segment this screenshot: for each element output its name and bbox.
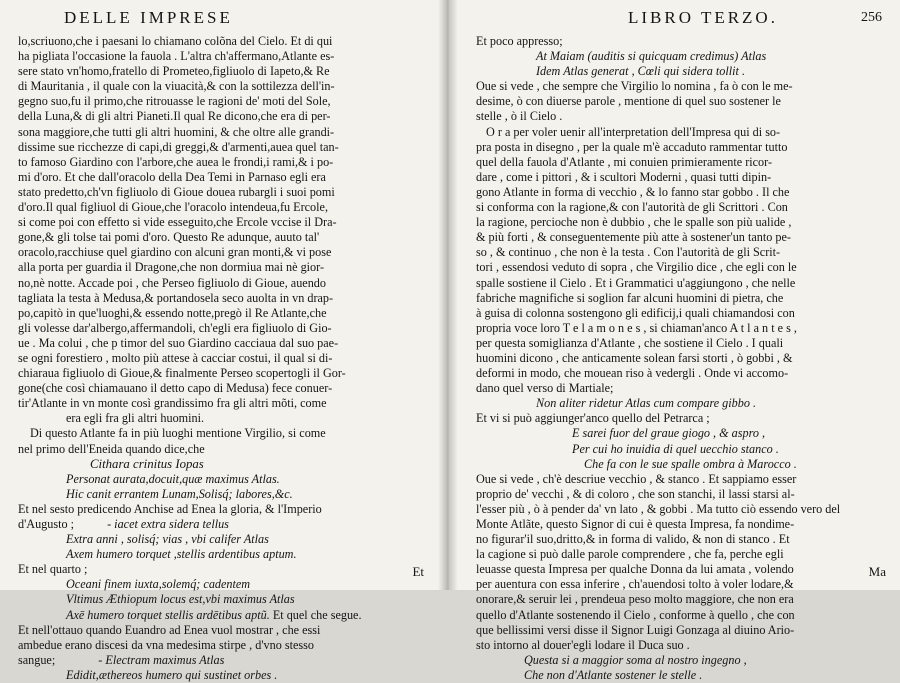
text-line: gli volesse dar'albergo,affermandoli, ch'egli era figliuolo di Gio- (18, 320, 332, 335)
text-line: se ogni forestiero , molto più attese à cacciar costui, il qual si di- (18, 350, 333, 365)
text-line: spalle sostiene il Cielo . Et i Grammatici u'aggiungono , che nelle (476, 275, 796, 290)
text-line: Oue si vede , che sempre che Virgilio lo nomina , fa ò con le me- (476, 79, 793, 94)
verse-line: Per cui ho inuidia di quel uecchio stanco . (572, 441, 779, 456)
catchword: Et (412, 564, 424, 579)
text-line (18, 608, 432, 623)
text-line: dare , come i pittori , & i scultori Moderni , quasi tutti dipin- (476, 169, 772, 184)
paragraph (476, 79, 888, 124)
verse-line: Extra anni , solisq́; vias , vbi califer Atlas (66, 532, 269, 547)
text-line: tagliata la testa à Medusa,& portandosela seco auolta in vn drap- (18, 290, 334, 305)
left-page-body (18, 34, 432, 683)
verse-line: At Maiam (auditis si quicquam credimus) Atlas (536, 49, 767, 64)
text-line: Et vi si può aggiunger'anco quello del Petrarca ; (476, 411, 710, 426)
text-line: stato predetto,ch'vn figliuolo di Gioue douea rubargli i suoi pomi (18, 184, 335, 199)
text-line (18, 517, 432, 532)
verse-quote (18, 532, 432, 562)
right-page-body (476, 34, 888, 683)
text-line: della Luna,& di gli altri Pianeti.Il qual Re dicono,che era di per- (18, 109, 331, 124)
left-page-header (18, 8, 432, 32)
text-line: proprio de' vecchi , & di coloro , che son stanchi, il lassi starsi al- (476, 486, 795, 501)
verse-line: Axem humero torquet ,stellis ardentibus aptum. (66, 547, 297, 562)
text-line: & più forti , & conseguentemente più atte à sostener'un tanto pe- (476, 230, 791, 245)
verse-quote (476, 49, 888, 79)
verse-quote (18, 457, 432, 502)
text-line: per questa somiglianza d'Atlante , che sostiene il Cielo . I quali (476, 335, 784, 350)
text-line: la cagione si può dalle parole comprendere , che fa, perche egli (476, 547, 784, 562)
text-line: Et nel quarto ; (18, 562, 88, 577)
text-line: deformi in modo, che mouean riso à vedergli . Onde vi accomo- (476, 366, 789, 381)
text-line: huomini dicono , che anticamente solean farsi storti , ò gobbi , & (476, 350, 793, 365)
text-line: so , & continuo , che non è la testa . Con l'autorità de gli Scrit- (476, 245, 781, 260)
text-line: Et poco appresso; (476, 34, 563, 48)
verse-fragment: - iacet extra sidera tellus (107, 517, 229, 531)
verse-fragment: Axē humero torquet stellis ardētibus aptũ. (66, 607, 270, 622)
text-line: Monte Atlãte, questo Signor di cui è questa Impresa, fa nondime- (476, 517, 795, 531)
text-line: leuasse questa Impresa per qualche Donna da lui amata , volendo (476, 562, 794, 577)
text-line: Et nell'ottauo quando Euandro ad Enea vuol mostrar , che essi (18, 622, 321, 637)
text-line: que bellissimi versi disse il Signor Luigi Gonzaga al diuino Ario- (476, 622, 795, 637)
text-line: gone,& gli tolse tai pomi d'oro. Questo Re adunque, auuto tal' (18, 230, 320, 245)
catchword: Ma (868, 564, 886, 579)
text-line: no figurar'il suo,dritto,& in forma di valido, & non di stanco . Et (476, 532, 790, 547)
text-line: tir'Atlante in vn monte così grandissimo fra gli altri mõti, come (18, 396, 327, 411)
text-line: chiaraua figliuolo di Gioue,& finalmente Perseo scopertogli il Gor- (18, 366, 346, 381)
running-head: LIBRO TERZO. (628, 8, 778, 27)
text-fragment: sangue; (18, 652, 56, 667)
text-line: onorare,& seruir lei , prendeua peso molto maggiore, che non era (476, 592, 794, 607)
text-line: oracolo,racchiuse quel giardino con alcuni gran monti,& vi pose (18, 245, 332, 260)
text-line: O r a per voler uenir all'interpretation dell'Impresa qui di so- (486, 124, 781, 139)
verse-fragment: - Electram maximus Atlas (98, 652, 225, 667)
text-line: quello d'Atlante sostenendo il Cielo , conforme à quello , che con (476, 607, 795, 622)
verse-line: E sarei fuor del graue giogo , & aspro , (572, 426, 766, 441)
verse-quote (476, 653, 888, 683)
verse-line: Questa si a maggior soma al nostro ingegno , (524, 652, 747, 667)
text-line: la ragione, percioche non è dubbio , che le spalle son più ualide , (476, 215, 792, 230)
text-line: era egli fra gli altri huomini. (66, 411, 205, 426)
text-line: si conforma con la ragione,& con l'autorità de gli Scrittori . Con (476, 200, 788, 215)
text-line: no,nè notte. Accade poi , che Perseo figliuolo di Gioue, auendo (18, 275, 326, 290)
text-line: po,capitò in que'luoghi,& essendo notte,pregò il Re Atlante,che (18, 305, 327, 320)
verse-line: Idem Atlas generat , Cœli qui sidera tollit . (536, 64, 745, 79)
text-line: per auentura con essa inferire , ch'auendosi tolto à voler lodare,& (476, 577, 794, 592)
text-line: ue . Ma colui , che p timor del suo Giardino cacciaua dal suo pae- (18, 335, 339, 350)
text-line: di Mauritania , il quale con la viuacità,& con la sottilezza dell'in- (18, 79, 335, 94)
left-page (0, 0, 446, 682)
verse-line: Che non d'Atlante sostener le stelle . (524, 667, 703, 682)
paragraph (476, 125, 888, 397)
verse-line: Cithara crinitus Iopas (90, 456, 204, 471)
verse-line: Hic canit errantem Lunam,Solisq́; labores,&c. (66, 486, 293, 501)
right-page-header (476, 8, 888, 32)
text-line: ambedue erano discesi da vna medesima stirpe , d'vno stesso (18, 637, 314, 652)
text-line: si come poi con effetto si vide esseguito,che Ercole vccise il Dra- (18, 215, 337, 230)
text-line: ha pigliata l'occasione la fauola . L'altra ch'affermano,Atlante es- (18, 49, 335, 64)
text-line: stelle , ò il Cielo . (476, 109, 563, 124)
verse-line: Non aliter ridetur Atlas cum compare gibbo . (536, 396, 757, 411)
text-line: desime, ò con diuerse parole , mentione di quel suo sostener le (476, 94, 781, 109)
text-line: sona maggiore,che tutti gli altri huomini, & che oltre alle grandi- (18, 124, 335, 139)
page-number: 256 (861, 10, 882, 25)
text-line: sto intorno al douer'egli lodare il Duca suo . (476, 637, 690, 652)
text-line: nel primo dell'Eneida quando dice,che (18, 441, 205, 456)
verse-line: Edidit,æthereos humero qui sustinet orbes . (66, 667, 278, 682)
text-line: à guisa di colonna sostengono gli edificij,i quali chiamandosi con (476, 305, 795, 320)
text-fragment: Et quel che segue. (272, 607, 362, 622)
text-line: gono Atlante in forma di vecchio , & lo fanno star gobbo . Il che (476, 184, 790, 199)
text-line: alla porta per guardia il Dragone,che non dormiua mai nè gior- (18, 260, 325, 275)
verse-quote (476, 426, 888, 471)
text-line: lo,scriuono,che i paesani lo chiamano colõna del Cielo. Et di qui (18, 34, 333, 48)
text-line: to famoso Giardino con l'arbore,che aueа le frondi,i rami,& i po- (18, 154, 334, 169)
paragraph (18, 623, 432, 668)
right-page (446, 0, 900, 682)
text-line: dano quel verso di Martiale; (476, 381, 614, 396)
text-line: gegno suo,fu il primo,che ritrouasse le ragioni de' moti del Sole, (18, 94, 331, 109)
verse-line: Oceani finem iuxta,solemq́; cadentem (66, 577, 251, 592)
paragraph (476, 472, 888, 653)
text-line: Di questo Atlante fa in più luoghi mentione Virgilio, si come (30, 426, 326, 441)
text-line: pra posta in disegno , per la quale m'è accaduto rammentar tutto (476, 139, 788, 154)
text-line: Oue si vede , ch'è descriue vecchio , & stanco . Et sappiamo esser (476, 471, 797, 486)
verse-line: Che fa con le sue spalle ombra à Marocco . (584, 456, 797, 471)
paragraph (18, 426, 432, 456)
verse-line: Vltimus Æthiopum locus est,vbi maximus Atlas (66, 592, 295, 607)
verse-quote (18, 668, 432, 683)
verse-line: Personat aurata,docuit,quæ maximus Atlas. (66, 471, 280, 486)
text-line: l'esser più , ò à pender da' vn lato , & gobbi . Ma tutto ciò essendo vero del (476, 501, 841, 516)
text-line: tori , essendosi veduto di sopra , che Virgilio dice , che egli con le (476, 260, 797, 275)
text-line: propria voce loro T e l a m o n e s , si chiaman'anco A t l a n t e s , (476, 320, 797, 335)
text-line: dissime sue ricchezze di capi,di greggi,& d'armenti,aueа quel tan- (18, 139, 339, 154)
verse-quote (18, 577, 432, 622)
text-line: quel della fauola d'Atlante , mi conuien primieramente ricor- (476, 154, 773, 169)
text-line: fabriche magnifiche si soglion far alcuni huomini di pietra, che (476, 290, 784, 305)
text-line: mi d'oro. Et che dall'oracolo della Dea Temi in Parnaso egli era (18, 169, 326, 184)
text-line (18, 653, 432, 668)
verse-quote (476, 396, 888, 411)
paragraph (18, 34, 432, 426)
text-line: d'oro.Il qual figliuol di Gioue,che l'oracolo intendeua,fu Ercole, (18, 200, 328, 215)
running-head: DELLE IMPRESE (64, 8, 233, 27)
text-line: gone(che così chiamauano il detto capo di Medusa) fece conuer- (18, 381, 333, 396)
text-fragment: d'Augusto ; (18, 517, 75, 531)
text-line: Et nel sesto predicendo Anchise ad Enea la gloria, & l'Imperio (18, 501, 322, 516)
text-line: sere stato vn'homo,fratello di Prometeo,figliuolo di Iapeto,& Re (18, 64, 330, 79)
